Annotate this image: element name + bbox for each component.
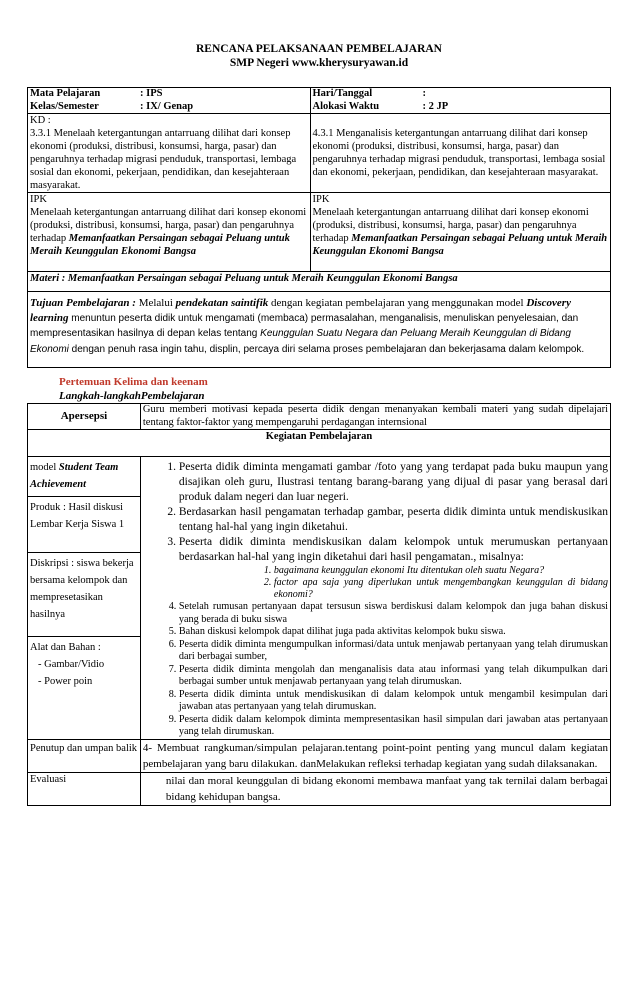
produk-box: Produk : Hasil diskusi Lembar Kerja Siswa 1 <box>28 497 140 553</box>
tujuan-emph-1: pendekatan saintifik <box>175 297 269 309</box>
pertemuan-heading: Pertemuan Kelima dan keenam <box>59 376 208 388</box>
mapel-label: Mata Pelajaran <box>30 88 101 99</box>
ipk-label-right: IPK <box>312 194 330 205</box>
ipk-left-text: Menelaah ketergantungan antarruang dilihat dari konsep ekonomi (produksi, distribusi, konsumsi, harga, pasar) dan pengaruhnya terhadap <box>30 207 307 244</box>
mapel-value: : IPS <box>140 88 163 99</box>
identity-row <box>28 88 611 114</box>
question-item: 2. factor apa saja yang diperlukan untuk mengembangkan keunggulan di bidang ekonomi? <box>274 577 608 601</box>
kelas-label: Kelas/Semester <box>30 100 99 112</box>
tujuan-cell <box>28 292 611 368</box>
ipk-label-left: IPK <box>30 194 47 205</box>
document-title: RENCANA PELAKSANAAN PEMBELAJARAN <box>196 43 442 55</box>
step-item: 9. Peserta didik dalam kelompok diminta mempresentasikan hasil simpulan dari jawaban atas pertanyaan yang telah dirumuskan. <box>179 714 608 739</box>
alokasi-label: Alokasi Waktu <box>312 100 380 112</box>
hari-label: Hari/Tanggal <box>312 88 373 99</box>
tujuan-row <box>28 292 611 368</box>
step-item: 8. Peserta didik diminta untuk mendiskusikan di dalam kelompok untuk mengambil kesimpulan dari jawaban atas pertanyaan yang telah dirumuskan. <box>179 689 608 714</box>
identity-table <box>27 87 611 368</box>
tujuan-text-4: dengan penuh rasa ingin tahu, displin, percaya diri selama proses pembelajaran dan bekerjasama dalam kelompok. <box>68 343 585 355</box>
step-item: 6. Peserta didik diminta mengumpulkan informasi/data untuk menjawab pertanyaan yang telah dirumuskan dari berbagai sumber, <box>179 639 608 664</box>
materi-row <box>28 272 611 292</box>
ipk-right-text: Menelaah ketergantungan antarruang dilihat dari konsep ekonomi (produksi, distribusi, konsumsi, harga, pasar) dan pengaruhnya terhadap <box>312 207 589 244</box>
evaluasi-row <box>28 772 611 805</box>
apersepsi-text: Guru memberi motivasi kepada peserta didik dengan menanyakan kembali materi yang sudah dipelajari tentang faktor-faktor yang mempengaruhi perdagangan internsional <box>140 404 610 430</box>
alokasi-value: : 2 JP <box>422 100 449 112</box>
tujuan-text-2: dengan kegiatan pembelajaran yang menggunakan model <box>268 297 527 309</box>
evaluasi-label: Evaluasi <box>28 772 141 805</box>
identity-right-cell <box>310 88 610 114</box>
step-item: 4. Setelah rumusan pertanyaan dapat tersusun siswa berdiskusi dalam kelompok dan juga bahan diskusi yang berada di buku siswa <box>179 601 608 626</box>
step-item: 1. Peserta didik diminta mengamati gambar /foto yang yang terdapat pada buku maupun yang disajikan oleh guru, Ilustrasi tentang barang-barang yang dijual di pasar yang berasal dari produk dalam negeri dan luar negeri. <box>179 460 608 505</box>
materi-value: Memanfaatkan Persaingan sebagai Peluang untuk Meraih Keunggulan Ekonomi Bangsa <box>67 273 458 284</box>
apersepsi-label: Apersepsi <box>28 404 141 430</box>
evaluasi-text: nilai dan moral keunggulan di bidang ekonomi membawa manfaat yang tak ternilai dalam berbagai bidang kehidupan bangsa. <box>140 772 610 805</box>
ipk-left-emph: Memanfaatkan Persaingan sebagai Peluang untuk Meraih Keunggulan Ekonomi Bangsa <box>30 233 290 257</box>
hari-value: : <box>422 88 427 99</box>
kegiatan-header-row <box>28 430 611 457</box>
kd-left-cell <box>28 114 311 193</box>
ipk-row <box>28 193 611 272</box>
tujuan-text-1: Melalui <box>138 297 176 309</box>
kd-left-text: 3.3.1 Menelaah ketergantungan antarruang dilihat dari konsep ekonomi (produksi, distribusi, konsumsi, harga, pasar) dan pengaruhnya terhadap migrasi penduduk, transportasi, lembaga sosial dan ekonomi, pekerjaan, pendidikan, dan kesejahteraan masyarakat. <box>30 128 297 191</box>
materi-label: Materi : <box>30 273 68 284</box>
kegiatan-steps-cell <box>140 457 610 740</box>
apersepsi-row <box>28 404 611 430</box>
ipk-right-cell <box>310 193 610 272</box>
steps-list <box>143 460 608 739</box>
tujuan-emph-3: Keunggulan Suatu Negara dan Peluang Meraih Keunggulan di Bidang Ekonomi <box>30 328 571 355</box>
penutup-text: 4- Membuat rangkuman/simpulan pelajaran.tentang point-point penting yang muncul dalam kegiatan pembelajaran yang baru dilakukan. danMelakukan refleksi terhadap kegiatan yang sudah dilaksanakan. <box>140 739 610 772</box>
kd-right-cell <box>310 114 610 193</box>
step-item: 7. Peserta didik diminta mengolah dan menganalisis data atau informasi yang telah dikumpulkan dari berbagai sumber untuk menjawab pertanyaan yang telah dirumuskan. <box>179 664 608 689</box>
school-name: SMP Negeri www.kherysuryawan.id <box>229 57 409 69</box>
kegiatan-header: Kegiatan Pembelajaran <box>28 430 611 457</box>
kegiatan-left-cell <box>28 457 141 740</box>
question-item: 1. bagaimana keunggulan ekonomi Itu ditentukan oleh suatu Negara? <box>274 565 608 577</box>
kd-right-text: 4.3.1 Menganalisis ketergantungan antarruang dilihat dari konsep ekonomi (produksi, distribusi, konsumsi, harga, pasar) dan pengaruhnya terhadap migrasi penduduk, transportasi, lembaga sosial dan ekonomi, pekerjaan, pendidikan, dan kesejahteraan masyarakat. <box>312 128 606 178</box>
model-value: Student Team Achievement <box>30 462 119 490</box>
tujuan-label: Tujuan Pembelajaran : <box>30 297 139 309</box>
kd-row <box>28 114 611 193</box>
ipk-left-cell <box>28 193 311 272</box>
penutup-label: Penutup dan umpan balik <box>28 739 141 772</box>
model-label: model <box>30 462 59 473</box>
kd-label: KD : <box>30 115 51 126</box>
model-box <box>28 457 140 497</box>
alat-item: - Gambar/Vidio <box>50 656 138 673</box>
penutup-row <box>28 739 611 772</box>
ipk-right-emph: Memanfaatkan Persaingan sebagai Peluang untuk Meraih Keunggulan Ekonomi Bangsa <box>312 233 608 257</box>
step-item <box>179 535 608 601</box>
identity-left-cell <box>28 88 311 114</box>
kegiatan-body-row <box>28 457 611 740</box>
kegiatan-table <box>27 403 611 806</box>
alat-list <box>30 656 138 690</box>
alat-label: Alat dan Bahan : <box>30 642 101 653</box>
kelas-value: : IX/ Genap <box>140 100 194 112</box>
materi-cell <box>28 272 611 292</box>
alat-item: - Power poin <box>50 673 138 690</box>
step-3-text: Peserta didik diminta mendiskusikan dalam kelompok untuk merumuskan pertanyaan berdasarkan hal-hal yang ingin diketahui dari hasil pengamatan., misalnya: <box>178 536 608 563</box>
question-list <box>179 565 608 601</box>
tujuan-text-3: menuntun peserta didik untuk mengamati (membaca) permasalahan, menganalisis, menuliskan penyelesaian, dan mempresentasikan hasilnya di depan kelas tentang <box>30 312 579 339</box>
diskripsi-box: Diskripsi : siswa bekerja bersama kelompok dan mempresetasikan hasilnya <box>28 553 140 637</box>
step-item: 5. Bahan diskusi kelompok dapat dilihat juga pada aktivitas kelompok buku siswa. <box>179 626 608 639</box>
tujuan-emph-2: Discovery learning <box>30 297 571 324</box>
step-item: 2. Berdasarkan hasil pengamatan terhadap gambar, peserta didik diminta untuk mendiskusikan tentang hal-hal yang ingin diketahui. <box>179 505 608 535</box>
alat-box <box>28 637 140 694</box>
langkah-heading: Langkah-langkahPembelajaran <box>59 390 205 402</box>
